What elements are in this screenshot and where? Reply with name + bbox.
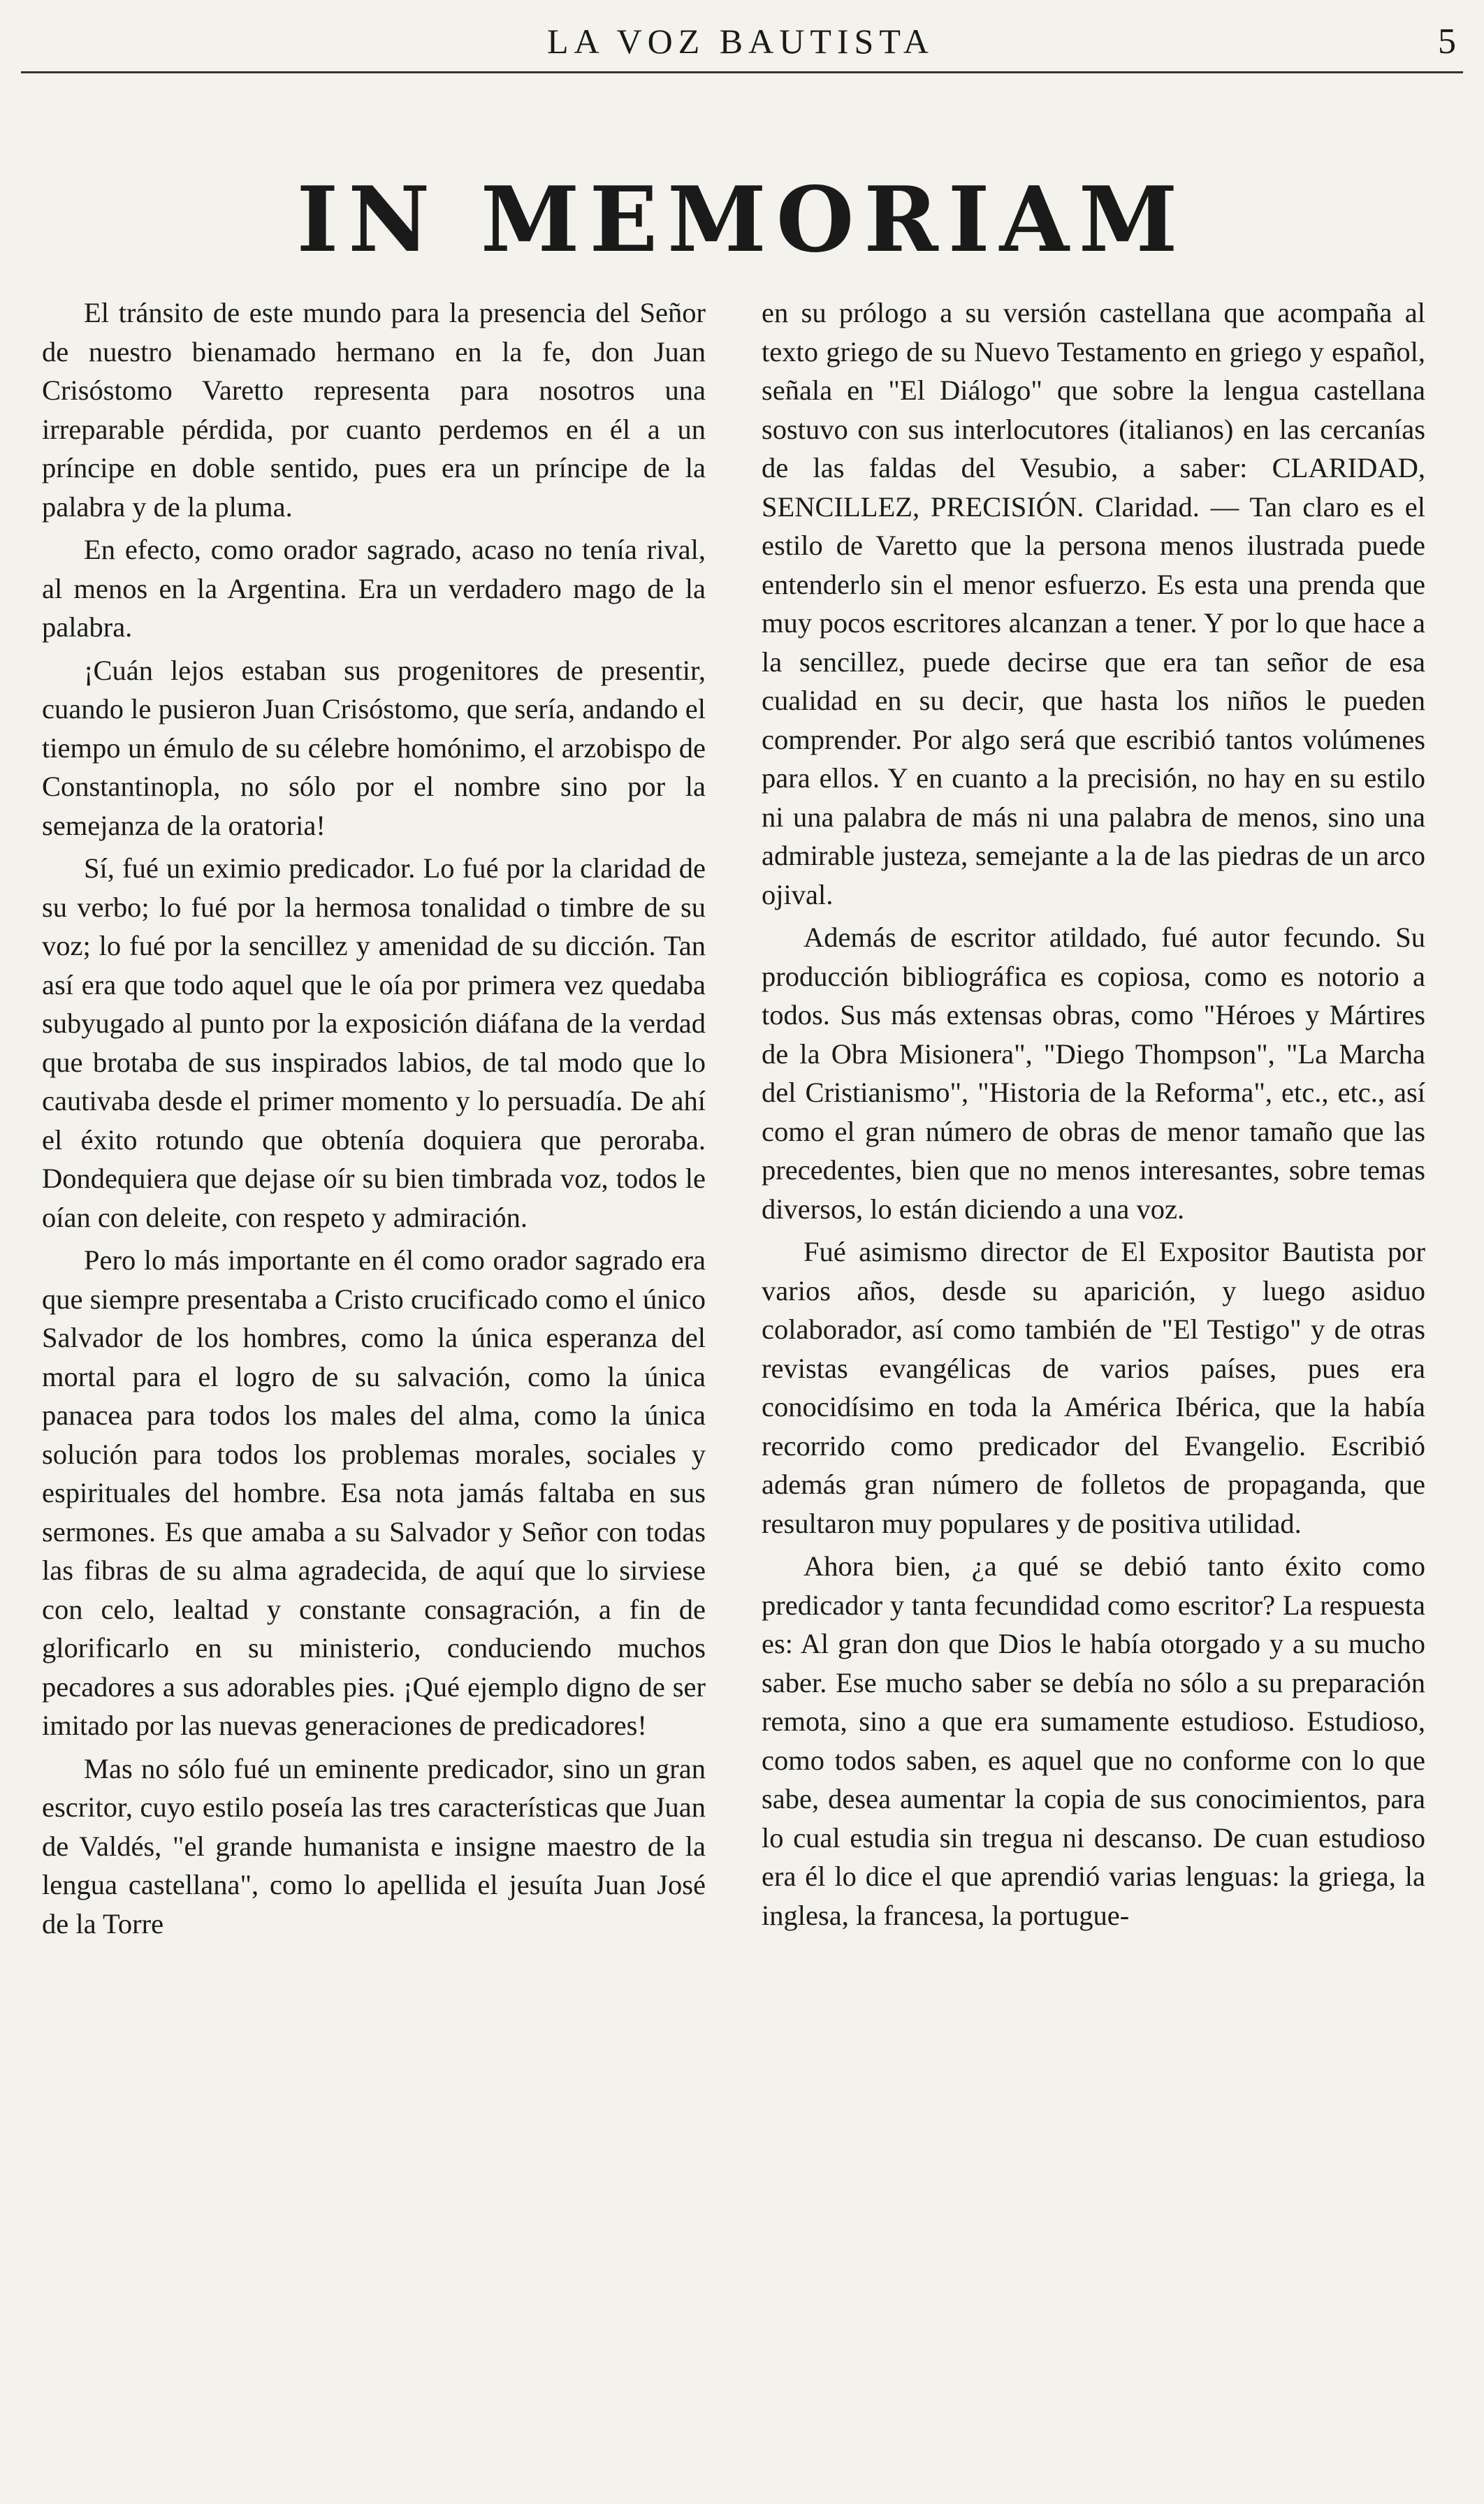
running-head [0,21,1484,70]
header-rule [21,71,1463,73]
article-body [42,293,1442,2487]
masthead: LA VOZ BAUTISTA [547,22,934,61]
paragraph: Mas no sólo fué un eminente predicador, sino un gran escritor, cuyo estilo poseía las tres características que Juan de Valdés, "el grande humanista e insigne maestro de la lengua castellana", como lo apellida el jesuíta Juan José de la Torre [42,1752,706,1939]
paragraph: En efecto, como orador sagrado, acaso no tenía rival, al menos en la Argentina. Era un verdadero mago de la palabra. [42,534,706,643]
paragraph: Fué asimismo director de El Expositor Bautista por varios años, desde su aparición, y luego asiduo colaborador, así como también de "El Testigo" y de otras revistas evangélicas de varios países, pues era conocidísimo en toda la América Ibérica, que la había recorrido como predicador del Evangelio. Escribió además gran número de folletos de propaganda, que resultaron muy populares y de positiva utilidad. [762,1236,1425,1539]
paragraph: en su prólogo a su versión castellana que acompaña al texto griego de su Nuevo Testamento en griego y español, señala en "El Diálogo" que sobre la lengua castellana sostuvo con sus interlocutores (italianos) en las cercanías de las faldas del Vesubio, a saber: CLARIDAD, SENCILLEZ, PRECISIÓN. Claridad. — Tan claro es el estilo de Varetto que la persona menos ilustrada puede entenderlo sin el menor esfuerzo. Es esta una prenda que muy pocos escritores alcanzan a tener. Y por lo que hace a la sencillez, puede decirse que era tan señor de esa cualidad en su decir, que hasta los niños le pueden comprender. Por algo será que escribió tantos volúmenes para ellos. Y en cuanto a la precisión, no hay en su estilo ni una palabra de más ni una palabra de menos, sino una admirable justeza, semejante a la de las piedras de un arco ojival. [762,297,1425,910]
paragraph: Ahora bien, ¿a qué se debió tanto éxito como predicador y tanta fecundidad como escritor? La respuesta es: Al gran don que Dios le había otorgado y a su mucho saber. Ese mucho saber se debía no sólo a su preparación remota, sino a que era sumamente estudioso. Estudioso, como todos saben, es aquel que no conforme con lo que sabe, desea aumentar la copia de sus conocimientos, para lo cual estudia sin tregua ni descanso. De cuan estudioso era él lo dice el que aprendió varias lenguas: la griega, la inglesa, la francesa, la portugue- [762,1550,1425,1931]
paragraph: ¡Cuán lejos estaban sus progenitores de presentir, cuando le pusieron Juan Crisóstomo, que sería, andando el tiempo un émulo de su célebre homónimo, el arzobispo de Constantinopla, no sólo por el nombre sino por la semejanza de la oratoria! [42,654,706,841]
page-number: 5 [1438,22,1456,61]
paragraph: El tránsito de este mundo para la presencia del Señor de nuestro bienamado hermano en la fe, don Juan Crisóstomo Varetto representa para nosotros una irreparable pérdida, por cuanto perdemos en él a un príncipe en doble sentido, pues era un príncipe de la palabra y de la pluma. [42,297,706,523]
left-column [42,293,706,2487]
right-column [762,293,1425,2487]
paragraph: Además de escritor atildado, fué autor fecundo. Su producción bibliográfica es copiosa, como es notorio a todos. Sus más extensas obras, como "Héroes y Mártires de la Obra Misionera", "Diego Thompson", "La Marcha del Cristianismo", "Historia de la Reforma", etc., etc., así como el gran número de obras de menor tamaño que las precedentes, bien que no menos interesantes, sobre temas diversos, lo están diciendo a una voz. [762,922,1425,1225]
paragraph: Pero lo más importante en él como orador sagrado era que siempre presentaba a Cristo crucificado como el único Salvador de los hombres, como la única esperanza del mortal para el logro de su salvación, como la única panacea para todos los males del alma, como la única solución para todos los problemas morales, sociales y espirituales del hombre. Esa nota jamás faltaba en sus sermones. Es que amaba a su Salvador y Señor con todas las fibras de su alma agradecida, de aquí que lo sirviese con celo, lealtad y constante consagración, a fin de glorificarlo en su ministerio, conduciendo muchos pecadores a sus adorables pies. ¡Qué ejemplo digno de ser imitado por las nuevas generaciones de predicadores! [42,1244,706,1741]
article-title: IN MEMORIAM [296,168,1188,272]
paragraph: Sí, fué un eximio predicador. Lo fué por la claridad de su verbo; lo fué por la hermosa tonalidad o timbre de su voz; lo fué por la sencillez y amenidad de su dicción. Tan así era que todo aquel que le oía por primera vez quedaba subyugado al punto por la exposición diáfana de la verdad que brotaba de sus inspirados labios, de tal modo que lo cautivaba desde el primer momento y lo persuadía. De ahí el éxito rotundo que obtenía doquiera que peroraba. Dondequiera que dejase oír su bien timbrada voz, todos le oían con deleite, con respeto y admiración. [42,852,706,1233]
